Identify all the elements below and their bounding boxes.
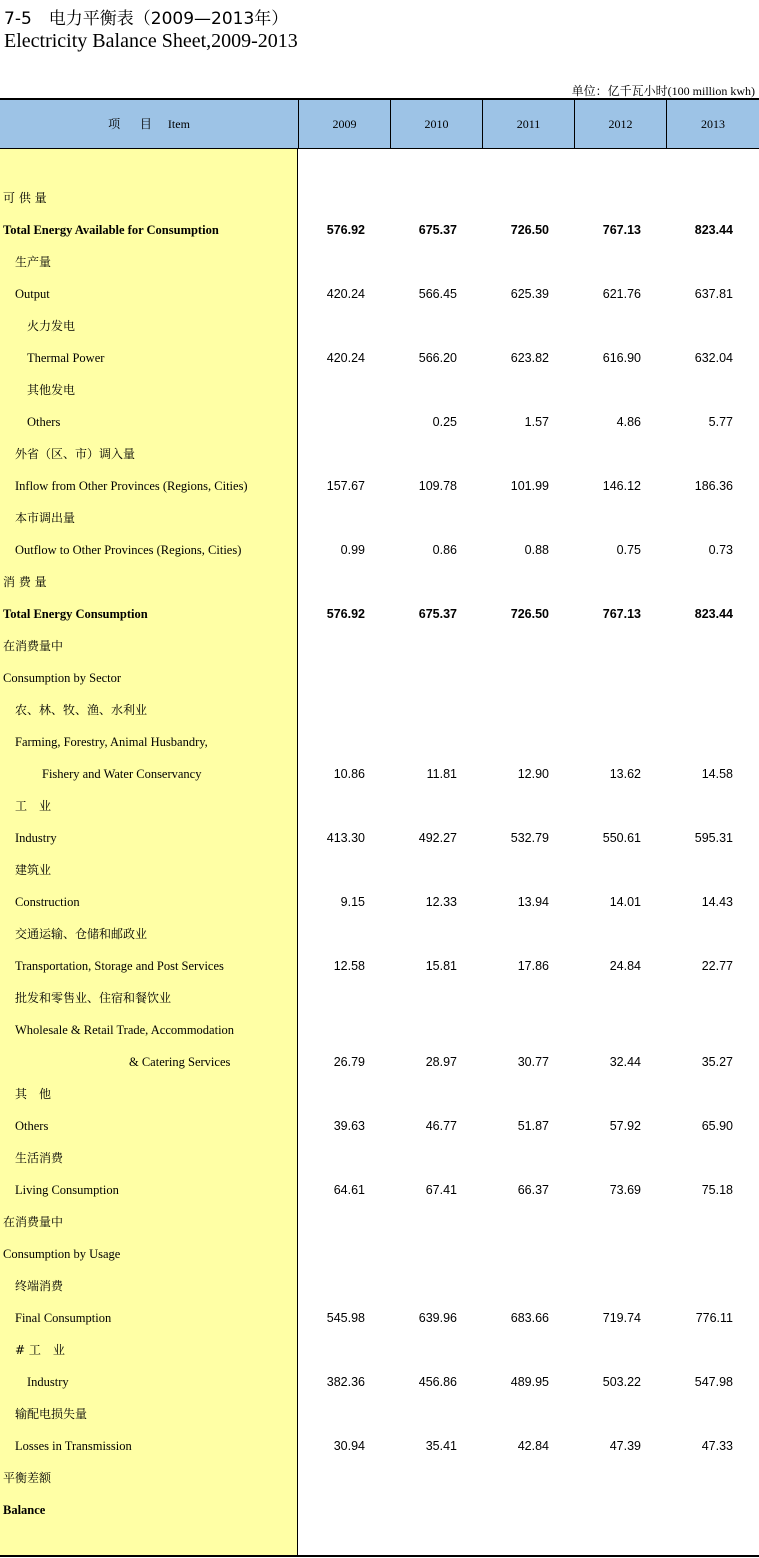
table-row: [0, 246, 759, 278]
row-label: Fishery and Water Conservancy: [42, 767, 202, 781]
value-cell: 4.86: [616, 415, 641, 429]
value-cell: 503.22: [602, 1375, 641, 1389]
value-cell: 39.63: [333, 1119, 365, 1133]
row-label: Thermal Power: [27, 351, 105, 365]
value-cell: 576.92: [326, 607, 365, 621]
row-label: 其 他: [15, 1087, 52, 1101]
unit-label: [572, 82, 755, 99]
value-cell: 621.76: [602, 287, 641, 301]
header-item: [0, 100, 298, 148]
header-item-en: Item: [167, 117, 190, 131]
table-row: [0, 1334, 759, 1366]
row-label: Transportation, Storage and Post Services: [15, 959, 224, 973]
value-cell: 17.86: [517, 959, 549, 973]
table-row: [0, 662, 759, 694]
row-label: 在消费量中: [3, 639, 64, 653]
value-cell: 726.50: [510, 223, 549, 237]
value-cell: 0.73: [708, 543, 733, 557]
value-cell: 12.90: [517, 767, 549, 781]
value-cell: 489.95: [510, 1375, 549, 1389]
row-label: Losses in Transmission: [15, 1439, 132, 1453]
table-row: [0, 790, 759, 822]
value-cell: 30.94: [333, 1439, 365, 1453]
value-cell: 32.44: [609, 1055, 641, 1069]
row-label: Farming, Forestry, Animal Husbandry,: [15, 735, 208, 749]
value-cell: 632.04: [694, 351, 733, 365]
unit-label-en: (100 million kwh): [667, 84, 755, 98]
row-label: 输配电损失量: [15, 1407, 88, 1421]
value-cell: 675.37: [418, 223, 457, 237]
table-row: [0, 854, 759, 886]
value-cell: 157.67: [326, 479, 365, 493]
value-cell: 0.25: [432, 415, 457, 429]
table-row: [0, 726, 759, 758]
value-cell: 547.98: [694, 1375, 733, 1389]
value-cell: 767.13: [602, 223, 641, 237]
value-cell: 12.33: [425, 895, 457, 909]
value-cell: 35.27: [701, 1055, 733, 1069]
table-row: [0, 598, 759, 630]
table-row: [0, 182, 759, 214]
row-label: 本市调出量: [15, 511, 76, 525]
value-cell: 10.86: [333, 767, 365, 781]
row-label: & Catering Services: [129, 1055, 231, 1069]
table-title-en: Electricity Balance Sheet,2009-2013: [4, 30, 298, 52]
header-year: 2009: [298, 100, 390, 148]
table-title-cn: 7-5 电力平衡表（2009—2013年）: [4, 9, 289, 29]
table-row: [0, 406, 759, 438]
value-cell: 47.33: [701, 1439, 733, 1453]
value-cell: 639.96: [418, 1311, 457, 1325]
value-cell: 73.69: [609, 1183, 641, 1197]
value-cell: 66.37: [517, 1183, 549, 1197]
unit-label-cn: 单位：亿千瓦小时: [571, 84, 668, 98]
row-label: 平衡差额: [3, 1471, 52, 1485]
row-label: Consumption by Usage: [3, 1247, 121, 1261]
row-label: Industry: [15, 831, 57, 845]
value-cell: 24.84: [609, 959, 641, 973]
table-row: [0, 982, 759, 1014]
table-row: [0, 534, 759, 566]
row-label: Others: [27, 415, 61, 429]
value-cell: 726.50: [510, 607, 549, 621]
table-row: [0, 1046, 759, 1078]
table-row: [0, 1462, 759, 1494]
value-cell: 550.61: [602, 831, 641, 845]
row-label: Construction: [15, 895, 80, 909]
table-row: [0, 886, 759, 918]
row-label: 可 供 量: [3, 191, 47, 205]
table-row: [0, 1398, 759, 1430]
row-label: # 工 业: [15, 1343, 65, 1357]
table-row: [0, 1142, 759, 1174]
row-label: Others: [15, 1119, 49, 1133]
table-row: [0, 758, 759, 790]
row-label: Final Consumption: [15, 1311, 112, 1325]
value-cell: 623.82: [510, 351, 549, 365]
value-cell: 22.77: [701, 959, 733, 973]
table-row: [0, 310, 759, 342]
header-year: 2013: [666, 100, 759, 148]
row-label: 火力发电: [27, 319, 76, 333]
value-cell: 30.77: [517, 1055, 549, 1069]
value-cell: 11.81: [426, 767, 457, 781]
value-cell: 12.58: [333, 959, 365, 973]
row-label: Wholesale & Retail Trade, Accommodation: [15, 1023, 235, 1037]
table-row: [0, 1430, 759, 1462]
row-label: Output: [15, 287, 50, 301]
value-cell: 532.79: [510, 831, 549, 845]
value-cell: 625.39: [510, 287, 549, 301]
value-cell: 719.74: [602, 1311, 641, 1325]
value-cell: 14.58: [701, 767, 733, 781]
value-cell: 146.12: [602, 479, 641, 493]
value-cell: 65.90: [701, 1119, 733, 1133]
value-cell: 75.18: [701, 1183, 733, 1197]
table-row: [0, 502, 759, 534]
table-row: [0, 630, 759, 662]
row-label: 其他发电: [27, 383, 76, 397]
table-header: [0, 98, 759, 149]
value-cell: 101.99: [510, 479, 549, 493]
table-row: [0, 1302, 759, 1334]
header-year: 2012: [574, 100, 666, 148]
value-cell: 823.44: [694, 223, 733, 237]
value-cell: 456.86: [418, 1375, 457, 1389]
row-label: Outflow to Other Provinces (Regions, Cities): [15, 543, 242, 557]
value-cell: 5.77: [708, 415, 733, 429]
value-cell: 776.11: [695, 1311, 733, 1325]
row-label: Balance: [3, 1503, 46, 1517]
value-cell: 767.13: [602, 607, 641, 621]
table-row: [0, 1366, 759, 1398]
value-cell: 0.88: [524, 543, 549, 557]
row-label: 批发和零售业、住宿和餐饮业: [15, 991, 172, 1005]
row-label: 工 业: [15, 799, 52, 813]
value-cell: 14.01: [609, 895, 641, 909]
value-cell: 492.27: [418, 831, 457, 845]
header-year: 2011: [482, 100, 574, 148]
row-label: 终端消费: [15, 1279, 64, 1293]
value-cell: 420.24: [326, 351, 365, 365]
value-cell: 13.94: [517, 895, 549, 909]
value-cell: 57.92: [609, 1119, 641, 1133]
value-cell: 595.31: [694, 831, 733, 845]
table-row: [0, 438, 759, 470]
table-row: [0, 950, 759, 982]
value-cell: 15.81: [425, 959, 457, 973]
table-row: [0, 1238, 759, 1270]
table-row: [0, 918, 759, 950]
table-row: [0, 342, 759, 374]
table-row: [0, 1206, 759, 1238]
value-cell: 0.86: [432, 543, 457, 557]
value-cell: 0.99: [340, 543, 365, 557]
row-label: 农、林、牧、渔、水利业: [15, 703, 148, 717]
value-cell: 566.45: [418, 287, 457, 301]
value-cell: [285, 406, 365, 438]
row-label: 生产量: [15, 255, 52, 269]
value-cell: 13.62: [609, 767, 641, 781]
row-label: 生活消费: [15, 1151, 64, 1165]
header-item-cn: 项 目: [108, 117, 160, 131]
value-cell: 64.61: [333, 1183, 365, 1197]
row-label: 消 费 量: [3, 575, 47, 589]
header-year: 2010: [390, 100, 482, 148]
value-cell: 616.90: [602, 351, 641, 365]
row-label: Industry: [27, 1375, 69, 1389]
value-cell: 67.41: [425, 1183, 457, 1197]
value-cell: 413.30: [326, 831, 365, 845]
value-cell: 51.87: [517, 1119, 549, 1133]
value-cell: 1.57: [524, 415, 549, 429]
value-cell: 0.75: [616, 543, 641, 557]
value-cell: 46.77: [425, 1119, 457, 1133]
value-cell: 683.66: [510, 1311, 549, 1325]
table-row: [0, 1494, 759, 1526]
value-cell: 420.24: [326, 287, 365, 301]
value-cell: 823.44: [694, 607, 733, 621]
row-label: 交通运输、仓储和邮政业: [15, 927, 148, 941]
row-label: Living Consumption: [15, 1183, 119, 1197]
value-cell: 675.37: [418, 607, 457, 621]
table-row: [0, 1110, 759, 1142]
value-cell: 186.36: [694, 479, 733, 493]
table-row: [0, 566, 759, 598]
value-cell: 382.36: [326, 1375, 365, 1389]
value-cell: 14.43: [701, 895, 733, 909]
table-row: [0, 1270, 759, 1302]
value-cell: 47.39: [609, 1439, 641, 1453]
table-row: [0, 1174, 759, 1206]
value-cell: 35.41: [425, 1439, 457, 1453]
value-cell: 545.98: [326, 1311, 365, 1325]
value-cell: 28.97: [425, 1055, 457, 1069]
value-cell: 576.92: [326, 223, 365, 237]
table-row: [0, 1078, 759, 1110]
row-label: Total Energy Consumption: [3, 607, 148, 621]
table-row: [0, 822, 759, 854]
value-cell: 109.78: [418, 479, 457, 493]
table-row: [0, 1014, 759, 1046]
row-label: Consumption by Sector: [3, 671, 122, 685]
table-row: [0, 694, 759, 726]
table-row: [0, 214, 759, 246]
table-bottom-rule: [0, 1555, 759, 1557]
row-label: 在消费量中: [3, 1215, 64, 1229]
table-row: [0, 278, 759, 310]
value-cell: 637.81: [694, 287, 733, 301]
value-cell: 26.79: [333, 1055, 365, 1069]
table-row: [0, 470, 759, 502]
row-label: Total Energy Available for Consumption: [3, 223, 219, 237]
value-cell: 9.15: [340, 895, 365, 909]
value-cell: 566.20: [418, 351, 457, 365]
row-label: 外省（区、市）调入量: [15, 447, 136, 461]
table-row: [0, 374, 759, 406]
row-label: 建筑业: [15, 863, 52, 877]
value-cell: 42.84: [517, 1439, 549, 1453]
row-label: Inflow from Other Provinces (Regions, Cities): [15, 479, 248, 493]
